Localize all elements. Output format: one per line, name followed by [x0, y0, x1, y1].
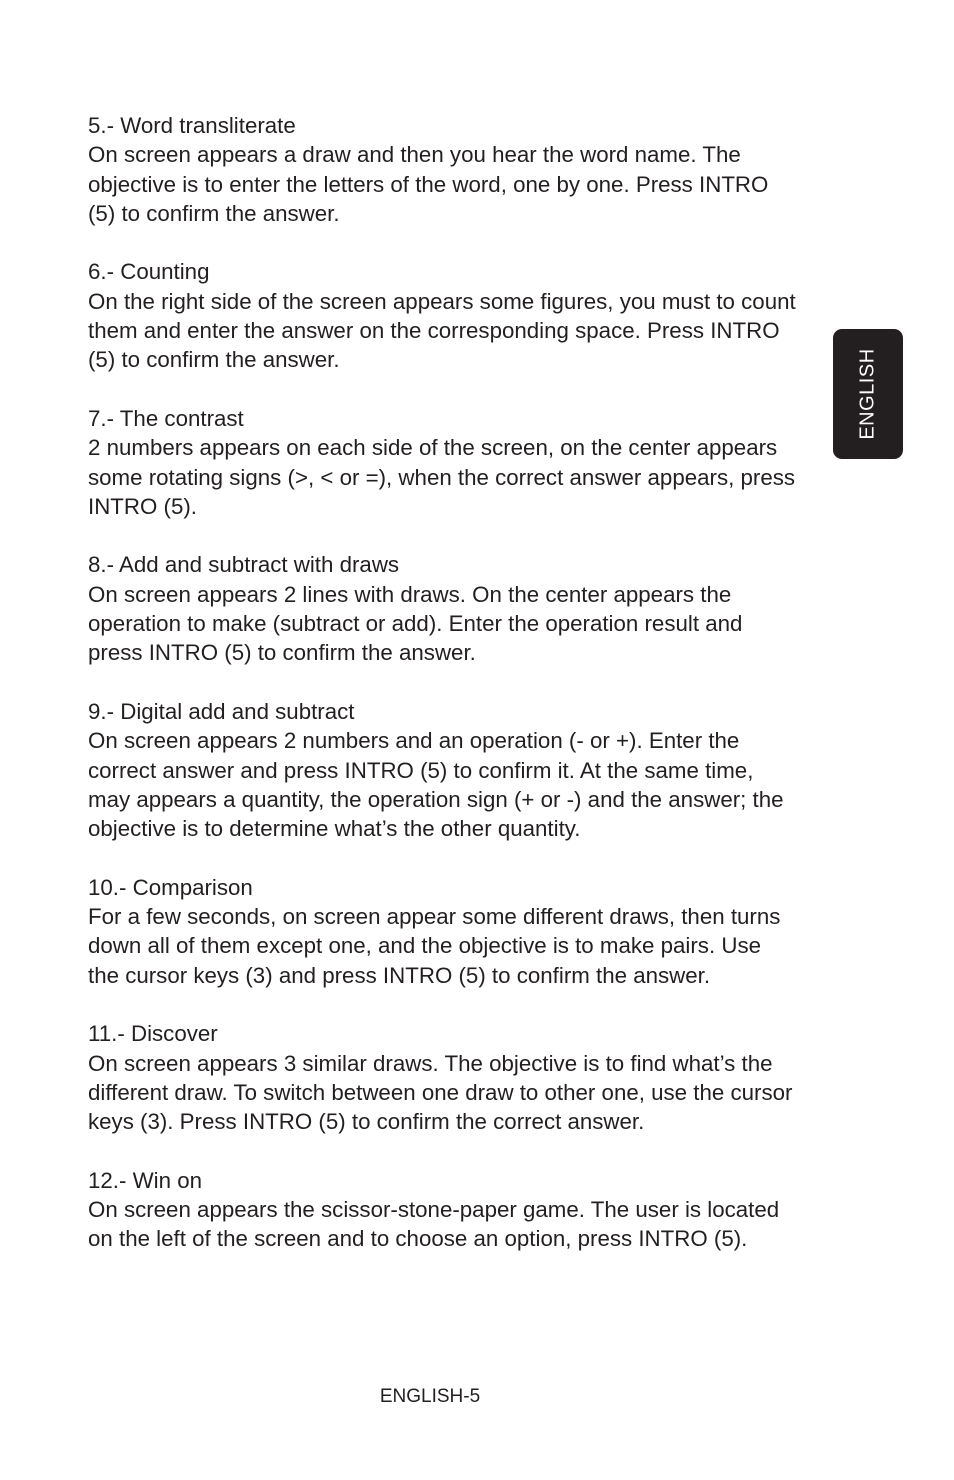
section-title: 6.- Counting — [88, 259, 210, 285]
page-footer — [0, 1385, 860, 1409]
section-title: 7.- The contrast — [88, 405, 244, 431]
section-the-contrast — [88, 404, 798, 521]
section-title: 12.- Win on — [88, 1167, 203, 1193]
section-body: On screen appears 3 similar draws. The objective is to find what’s the different draw. To switch between one draw to other one, use the cursor keys (3). Press INTRO (5) to confirm the correct answer. — [88, 1050, 793, 1135]
language-tab-label: ENGLISH — [856, 348, 879, 440]
section-title: 5.- Word transliterate — [88, 113, 296, 138]
section-win-on — [88, 1166, 798, 1254]
section-title: 9.- Digital add and subtract — [88, 698, 355, 724]
page-number-label: ENGLISH-5 — [379, 1386, 481, 1407]
section-title: 11.- Discover — [88, 1021, 218, 1047]
section-body: On the right side of the screen appears some figures, you must to count them and enter the answer on the corresponding space. Press INTRO (5) to confirm the answer. — [88, 288, 796, 373]
instructions-content — [88, 111, 798, 1283]
section-digital-add-subtract — [88, 697, 798, 843]
section-body: On screen appears 2 lines with draws. On the center appears the operation to make (subtract or add). Enter the operation result and press INTRO (5) to confirm the answer. — [88, 581, 743, 666]
section-body: On screen appears the scissor-stone-paper game. The user is located on the left of the screen and to choose an option, press INTRO (5). — [88, 1196, 780, 1252]
section-title: 8.- Add and subtract with draws — [88, 552, 400, 578]
section-body: For a few seconds, on screen appear some different draws, then turns down all of them except one, and the objective is to make pairs. Use the cursor keys (3) and press INTRO (5) to confirm the answer. — [88, 904, 781, 988]
section-body: 2 numbers appears on each side of the screen, on the center appears some rotating signs (>, < or =), when the correct answer appears, press INTRO (5). — [88, 435, 796, 519]
section-body: On screen appears 2 numbers and an operation (- or +). Enter the correct answer and press INTRO (5) to confirm it. At the same time, may appears a quantity, the operation sign (+ or -) and the answer; the objective is to determine what’s the other quantity. — [88, 728, 784, 842]
section-title: 10.- Comparison — [88, 874, 253, 900]
section-add-subtract-draws — [88, 550, 798, 667]
section-word-transliterate — [88, 111, 798, 228]
section-counting — [88, 257, 798, 374]
section-comparison — [88, 873, 798, 990]
section-discover — [88, 1019, 798, 1136]
language-tab — [833, 329, 903, 459]
section-body: On screen appears a draw and then you hear the word name. The objective is to enter the letters of the word, one by one. Press INTRO (5) to confirm the answer. — [88, 142, 769, 226]
